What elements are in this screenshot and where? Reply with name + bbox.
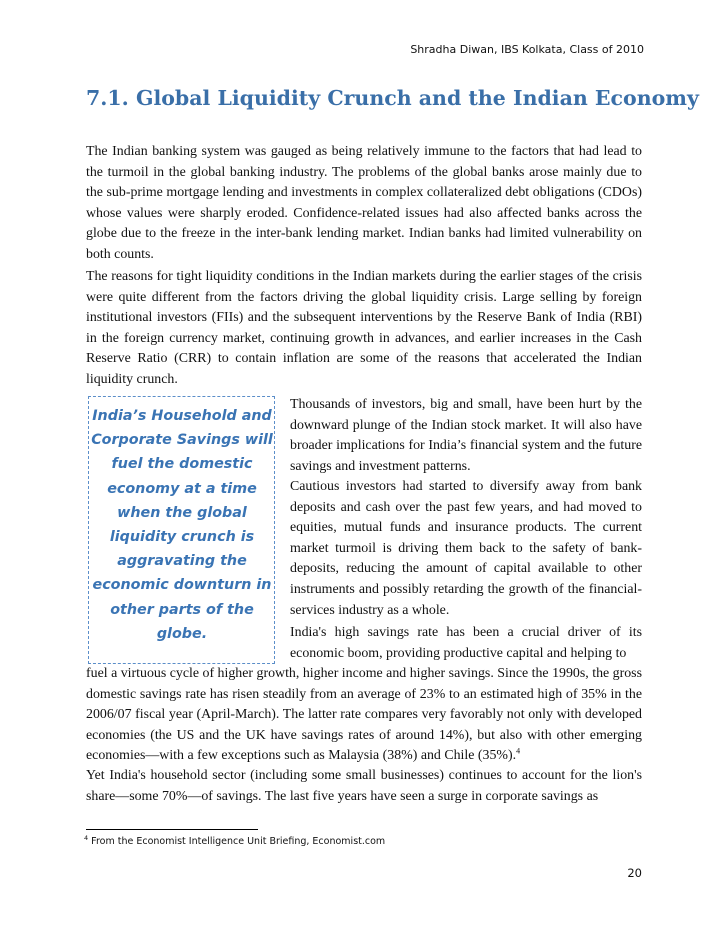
footnote [84,833,386,847]
footnote-number: 4 [84,833,89,842]
paragraph-liquidity-reasons: The reasons for tight liquidity conditions in the Indian markets during the earlier stages of the crisis were quite different from the factors driving the global liquidity crisis. Large selling by foreign institutional investors (FIIs) and the subsequent interventions by the Reserve Bank of India (RBI) in the foreign currency market, continuing growth in advances, and earlier increases in the Cash Reserve Ratio (CRR) to contain inflation are some of the reasons that accelerated the Indian liquidity crunch. [86,269,642,387]
footnote-divider [86,829,258,830]
paragraph-banking-immunity: The Indian banking system was gauged as being relatively immune to the factors that had lead to the turmoil in the global banking industry. The problems of the global banks arose mainly due to the sub-prime mortgage lending and investments in complex collateralized debt obligations (CDOs) whose values were sharply eroded. Confidence-related issues had also affected banks across the globe due to the freeze in the inter-bank lending market. Indian banks had limited vulnerability on both counts. [86,144,642,262]
paragraph-household-sector: Yet India's household sector (including some small businesses) continues to account for the lion's share—some 70%—of savings. The last five years have seen a surge in corporate savings as [86,768,642,804]
savings-rate-text: fuel a virtuous cycle of higher growth, higher income and higher savings. Since the 1990s, the gross domestic savings rate has risen steadily from an average of 23% to an estimated high of 35% in the 2006/07 fiscal year (April-March). The latter rate compares very favorably not only with developed economies (the US and the UK have savings rates of around 14%), but also with other emerging economies—with a few exceptions such as Malaysia (38%) and Chile (35%). [86,666,642,764]
paragraph-cautious-investors: Cautious investors had started to diversify away from bank deposits and cash over the past few years, and had moved to equities, mutual funds and insurance products. The current market turmoil is driving them back to the safety of bank-deposits, reducing the amount of capital available to other instruments and possibly retarding the growth of the financial-services industry as a whole. [290,479,642,618]
paragraph-savings-rate-start: India's high savings rate has been a crucial driver of its economic boom, providing productive capital and helping to [290,625,642,661]
page-number: 20 [627,866,642,880]
section-title: 7.1. Global Liquidity Crunch and the Indian Economy [86,86,699,110]
paragraph-investors-hurt: Thousands of investors, big and small, have been hurt by the downward plunge of the Indian stock market. It will also have broader implications for India’s financial system and the future savings and investment patterns. [290,397,642,474]
pull-quote-text: India’s Household and Corporate Savings will fuel the domestic economy at a time when the global liquidity crunch is aggravating the economic downturn in other parts of the globe. [91,408,273,642]
running-header: Shradha Diwan, IBS Kolkata, Class of 2010 [410,43,644,56]
footnote-text: From the Economist Intelligence Unit Briefing, Economist.com [91,836,386,847]
footnote-reference[interactable]: 4 [516,746,521,756]
paragraph-savings-rate-continued [86,664,642,767]
